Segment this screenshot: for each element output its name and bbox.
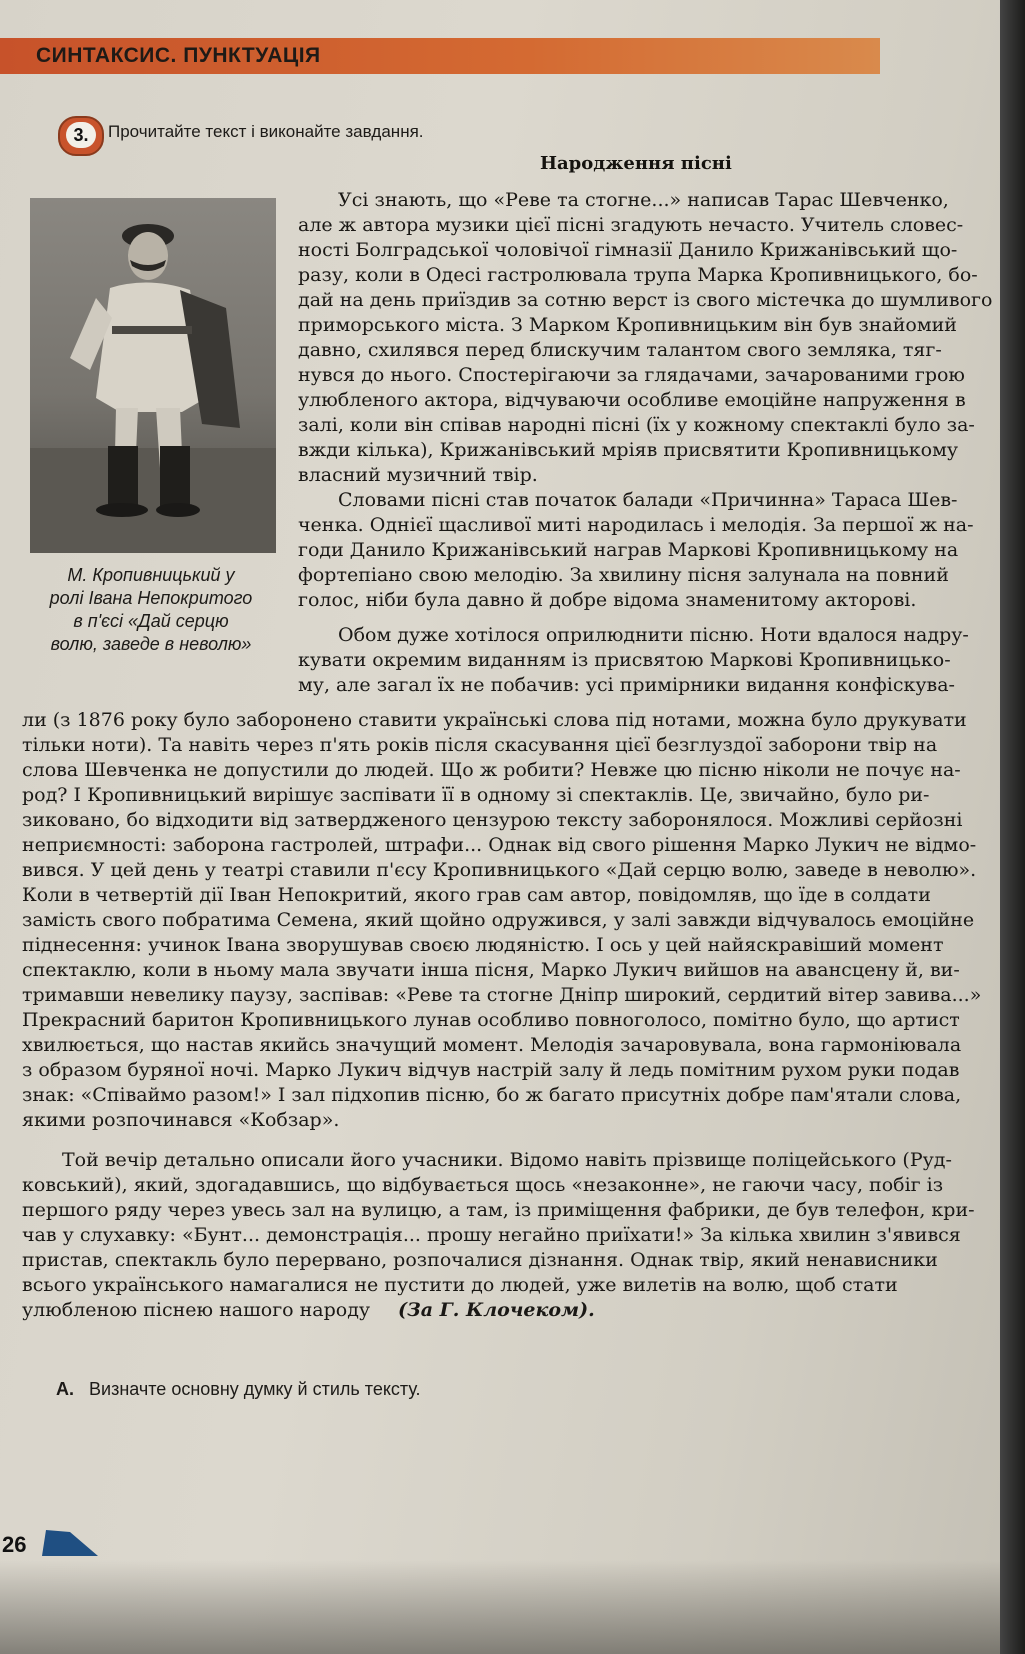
text-line: спектаклю, коли в ньому мала звучати інша пісня, Марко Лукич вийшов на авансцену й, ви- — [22, 959, 960, 981]
actor-figure-icon — [30, 198, 276, 553]
text-line: замість свого побратима Семена, який щойно одружився, у залі завжди відчувалось емоційне — [22, 909, 975, 931]
actor-photo — [30, 198, 276, 553]
text-line: кувати окремим виданням із присвятою Маркові Кропивницько- — [298, 649, 951, 671]
caption-line: волю, заведе в неволю» — [50, 634, 252, 654]
text-line: ності Болградської чоловічої гімназії Данило Крижанівський що- — [298, 239, 958, 261]
text-line: Коли в четвертій дії Іван Непокритий, якого грав сам автор, повідомляв, що їде в солдати — [22, 884, 931, 906]
text-line: нувся до нього. Спостерігаючи за глядачами, зачарованими грою — [298, 364, 965, 386]
text-line: з образом буряної ночі. Марко Лукич відчув настрій залу й ледь помітним рухом руки подав — [22, 1059, 960, 1081]
text-line: хвилюється, що настав якийсь значущий момент. Мелодія зачаровувала, вона гармоніювала — [22, 1034, 962, 1056]
text-line: неприємності: заборона гастролей, штрафи... Однак від свого рішення Марко Лукич не відмо- — [22, 834, 977, 856]
text-line: давно, схилявся перед блискучим талантом свого земляка, тяг- — [298, 339, 942, 361]
text-line: слова Шевченка не допустили до людей. Що ж робити? Невже цю пісню ніколи не почує на- — [22, 759, 961, 781]
text-line: але ж автора музики цієї пісні згадують нечасто. Учитель словес- — [298, 214, 964, 236]
text-line: годи Данило Крижанівський награв Маркові Кропивницькому на — [298, 539, 959, 561]
text-line: ченка. Однієї щасливої миті народилась і мелодія. За першої ж на- — [298, 514, 974, 536]
article-title: Народження пісні — [540, 153, 732, 174]
text-line: пристав, спектакль було перервано, розпочалися дізнання. Однак твір, який ненависники — [22, 1249, 938, 1271]
text-line: тримавши невелику паузу, заспівав: «Реве та стогне Дніпр широкий, сердитий вітер завива...» — [22, 984, 982, 1006]
text-line: ковський), який, здогадавшись, що відбувається щось «незаконне», не гаючи часу, побіг із — [22, 1174, 944, 1196]
text-line: вився. У цей день у театрі ставили п'єсу Кропивницького «Дай серцю волю, заведе в неволю». — [22, 859, 977, 881]
text-line: Усі знають, що «Реве та стогне...» написав Тарас Шевченко, — [338, 189, 949, 211]
task-a-letter: А. — [56, 1379, 74, 1399]
caption-line: в п'єсі «Дай серцю — [73, 611, 229, 631]
text-line: залі, коли він співав народні пісні (їх у кожному спектаклі було за- — [298, 414, 975, 436]
text-line: род? І Кропивницький вирішує заспівати її в одному зі спектаклів. Це, звичайно, було ри- — [22, 784, 930, 806]
task-instruction: Прочитайте текст і виконайте завдання. — [108, 122, 424, 141]
task-number-badge — [58, 116, 104, 156]
text-line: му, але загал їх не побачив: усі примірники видання конфіскува- — [298, 674, 955, 696]
bottom-shadow — [0, 1560, 1000, 1654]
caption-line: ролі Івана Непокритого — [49, 588, 253, 608]
section-title: СИНТАКСИС. ПУНКТУАЦІЯ — [36, 44, 321, 67]
text-line: Прекрасний баритон Кропивницького лунав особливо повноголосо, помітно було, що артист — [22, 1009, 960, 1031]
text-line: чав у слухавку: «Бунт... демонстрація... прошу негайно приїхати!» За кілька хвилин з'явився — [22, 1224, 961, 1246]
text-line: разу, коли в Одесі гастролювала трупа Марка Кропивницького, бо- — [298, 264, 978, 286]
task-a — [56, 1379, 421, 1400]
text-line: ли (з 1876 року було заборонено ставити українські слова під нотами, можна було друкувати — [22, 709, 967, 731]
task-a-text: Визначте основну думку й стиль тексту. — [89, 1379, 421, 1399]
text-line: першого ряду через увесь зал на вулицю, а там, із приміщення фабрики, де був телефон, кри- — [22, 1199, 975, 1221]
text-line: зиковано, бо відходити від затвердженого цензурою тексту заборонялося. Можливі серйозні — [22, 809, 963, 831]
photo-caption — [22, 564, 280, 656]
caption-line: М. Кропивницький у — [67, 565, 235, 585]
text-line: фортепіано свою мелодію. За хвилину пісня залунала на повний — [298, 564, 949, 586]
text-line: піднесення: учинок Івана зворушував своєю людяністю. І ось у цей найяскравіший момент — [22, 934, 944, 956]
text-line: Словами пісні став початок балади «Причинна» Тараса Шев- — [338, 489, 958, 511]
text-line: Той вечір детально описали його учасники. Відомо навіть прізвище поліцейського (Руд- — [62, 1149, 952, 1171]
text-line: улюбленою піснею нашого народу — [22, 1299, 371, 1321]
text-line: голос, ніби була давно й добре відома знаменитому акторові. — [298, 589, 917, 611]
text-line: знак: «Співаймо разом!» І зал підхопив пісню, бо ж багато присутніх добре пам'ятали слова, — [22, 1084, 962, 1106]
text-line: вжди кілька), Крижанівський мріяв присвятити Кропивницькому — [298, 439, 959, 461]
source-attribution: (За Г. Клочеком). — [398, 1299, 595, 1321]
text-line: Обом дуже хотілося оприлюднити пісню. Ноти вдалося надру- — [338, 624, 969, 646]
page-corner-arrow-icon — [40, 1526, 102, 1560]
text-line: тільки ноти). Та навіть через п'ять років після скасування цієї безглуздої заборони твір на — [22, 734, 938, 756]
text-line: якими розпочинався «Кобзар». — [22, 1109, 340, 1131]
text-line: всього українського намагалися не пустити до людей, уже вилетів на волю, щоб стати — [22, 1274, 898, 1296]
text-line: приморського міста. З Марком Кропивницьким він був знайомий — [298, 314, 957, 336]
text-line: дай на день приїздив за сотню верст із свого містечка до шумливого — [298, 289, 993, 311]
page-number: 26 — [2, 1532, 27, 1557]
task-number: 3. — [66, 122, 96, 148]
text-line: власний музичний твір. — [298, 464, 538, 486]
book-spine-edge — [1000, 0, 1025, 1654]
text-line: улюбленого актора, відчуваючи особливе емоційне напруження в — [298, 389, 966, 411]
